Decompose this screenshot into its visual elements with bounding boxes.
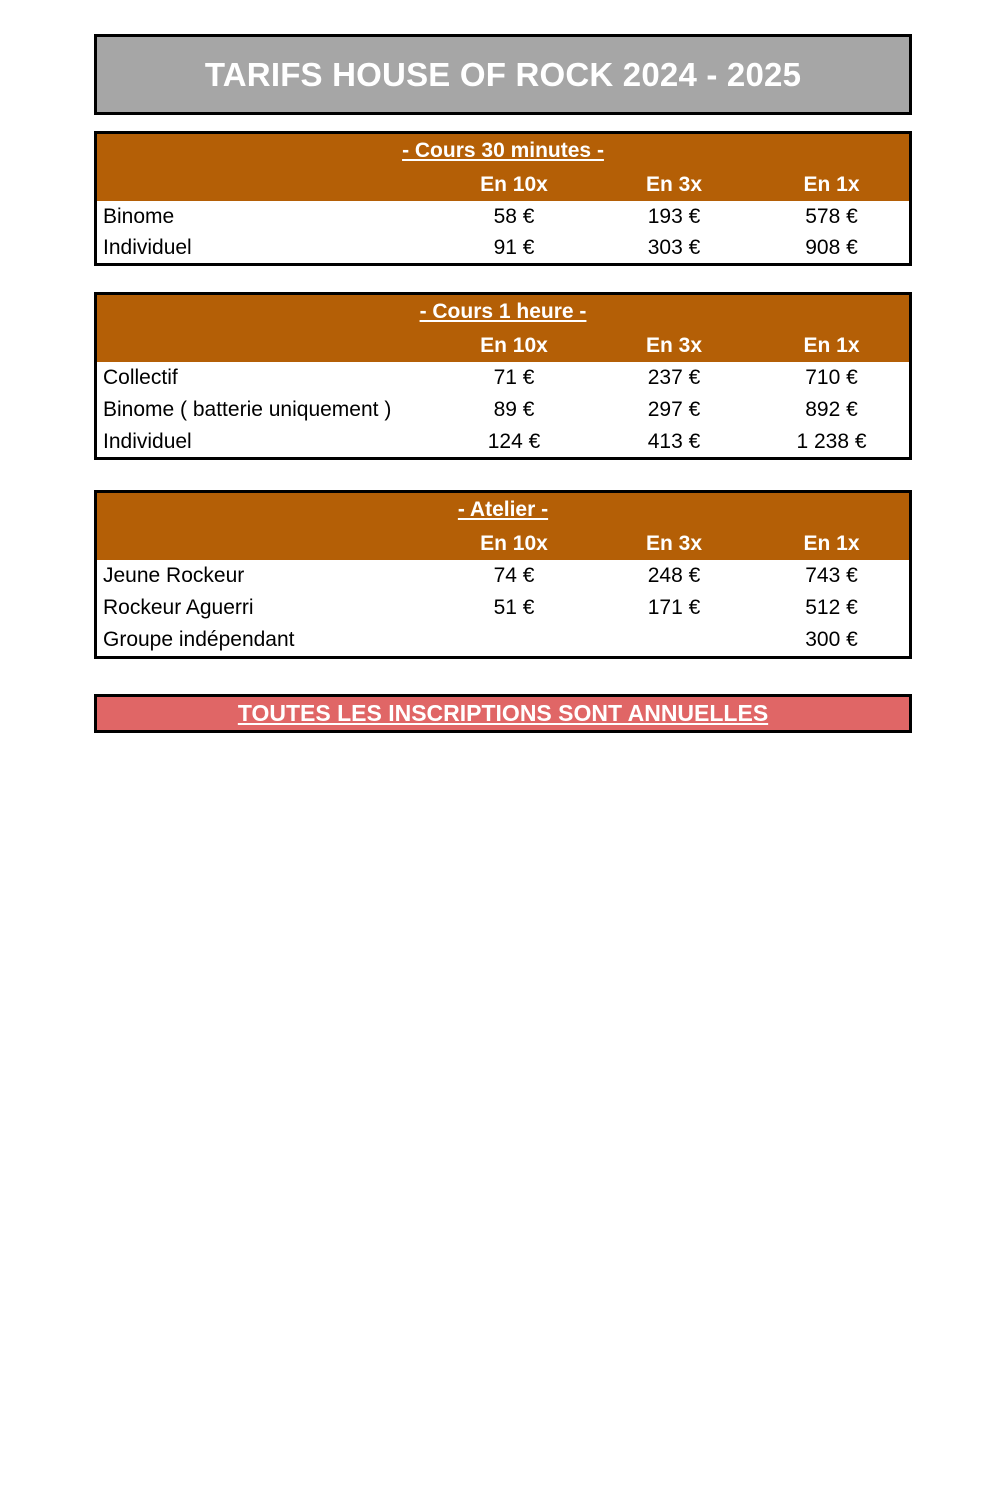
section-title: - Cours 30 minutes - <box>402 139 604 162</box>
price-cell: 710 € <box>805 366 858 389</box>
section-title: - Cours 1 heure - <box>419 300 587 323</box>
section-cours-30-minutes <box>94 131 912 266</box>
column-header-row <box>97 329 909 362</box>
column-header: En 10x <box>480 333 548 357</box>
row-label: Individuel <box>103 429 192 453</box>
row-label: Rockeur Aguerri <box>103 596 254 619</box>
column-header: En 1x <box>803 531 860 555</box>
table-row <box>97 426 909 457</box>
column-header: En 1x <box>803 333 860 357</box>
column-header: En 3x <box>645 172 703 196</box>
table-row <box>97 232 909 263</box>
price-cell: 58 € <box>493 204 535 228</box>
table-row <box>97 201 909 232</box>
price-cell: 512 € <box>805 596 858 619</box>
price-cell: 237 € <box>647 366 701 389</box>
section-atelier <box>94 490 912 659</box>
price-cell: 1 238 € <box>796 429 867 453</box>
row-label: Individuel <box>103 235 192 259</box>
column-header: En 10x <box>480 531 548 555</box>
column-header: En 10x <box>480 172 548 196</box>
row-label: Binome <box>103 204 175 228</box>
section-title: - Atelier - <box>457 498 549 521</box>
column-header-row <box>97 168 909 201</box>
column-header: En 3x <box>645 531 703 555</box>
row-label: Binome ( batterie uniquement ) <box>103 398 392 421</box>
annual-registration-notice <box>94 694 912 733</box>
price-cell: 124 € <box>487 429 541 453</box>
row-label: Jeune Rockeur <box>103 564 245 587</box>
column-header: En 1x <box>803 172 860 196</box>
section-cours-1-heure <box>94 292 912 460</box>
section-header <box>97 134 909 201</box>
price-cell: 91 € <box>493 235 535 259</box>
price-cell: 51 € <box>493 596 535 619</box>
row-label: Collectif <box>103 366 178 389</box>
column-header: En 3x <box>645 333 703 357</box>
page-title-box <box>94 34 912 115</box>
price-cell: 74 € <box>493 564 535 587</box>
price-cell: 71 € <box>493 366 535 389</box>
price-cell: 297 € <box>647 398 701 421</box>
price-cell: 171 € <box>647 596 701 619</box>
table-row <box>97 394 909 426</box>
price-cell: 193 € <box>647 204 701 228</box>
page-title: TARIFS HOUSE OF ROCK 2024 - 2025 <box>204 55 802 93</box>
column-header-row <box>97 527 909 560</box>
price-cell: 908 € <box>805 235 858 259</box>
section-header <box>97 295 909 362</box>
price-cell: 300 € <box>805 628 858 651</box>
price-cell: 413 € <box>647 429 701 453</box>
price-cell: 303 € <box>647 235 701 259</box>
section-header <box>97 493 909 560</box>
price-cell: 578 € <box>805 204 858 228</box>
price-cell: 248 € <box>647 564 701 587</box>
price-cell: 892 € <box>805 398 858 421</box>
price-cell: 743 € <box>805 564 858 587</box>
table-row <box>97 362 909 394</box>
table-row <box>97 624 909 656</box>
row-label: Groupe indépendant <box>103 628 295 651</box>
notice-text: TOUTES LES INSCRIPTIONS SONT ANNUELLES <box>237 700 769 726</box>
price-cell: 89 € <box>493 398 535 421</box>
table-row <box>97 592 909 624</box>
table-row <box>97 560 909 592</box>
